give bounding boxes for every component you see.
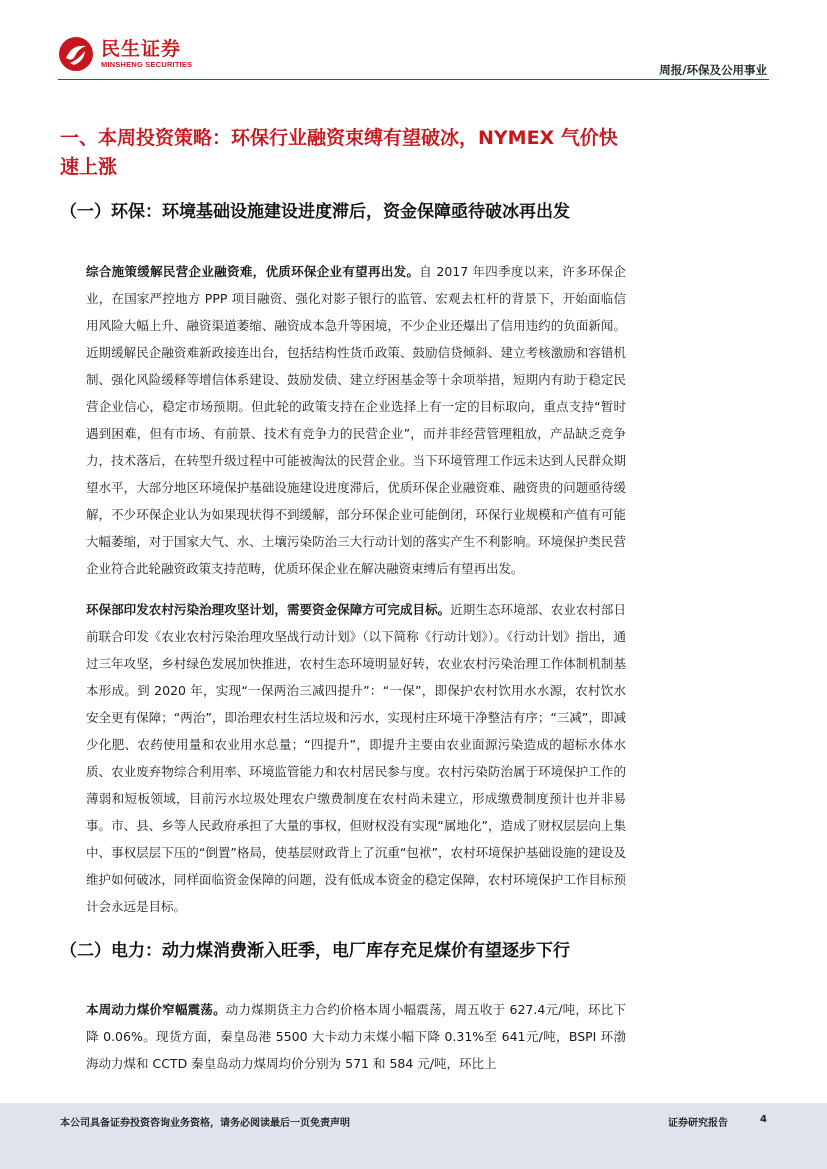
subsection-title-power: （二）电力：动力煤消费渐入旺季，电厂库存充足煤价有望逐步下行 (60, 941, 570, 961)
paragraph-body: 自 2017 年四季度以来，许多环保企业，在国家严控地方 PPP 项目融资、强化对影子银行的监管、宏观去杠杆的背景下，开始面临信用风险大幅上升、融资渠道萎缩、融资成本急升等困境，不少企业还爆出了信用违约的负面新闻。近期缓解民企融资难新政接连出台，包括结构性货币政策、鼓励信贷倾斜、建立考核激励和容错机制、强化风险缓释等增信体系建设、鼓励发债、建立纾困基金等十余项举措，短期内有助于稳定民营企业信心，稳定市场预期。但此轮的政策支持在企业选择上有一定的目标取向，重点支持“暂时遇到困难，但有市场、有前景、技术有竞争力的民营企业”，而并非经营管理粗放，产品缺乏竞争力，技术落后，在转型升级过程中可能被淘汰的民营企业。当下环境管理工作远未达到人民群众期望水平，大部分地区环境保护基础设施建设进度滞后，优质环保企业融资难、融资贵的问题亟待缓解，不少环保企业认为如果现状得不到缓解，部分环保企业可能倒闭，环保行业规模和产值有可能大幅萎缩，对于国家大气、水、土壤污染防治三大行动计划的落实产生不利影响。环境保护类民营企业符合此轮融资政策支持范畴，优质环保企业在解决融资束缚后有望再出发。 (86, 264, 626, 576)
paragraph-lead: 本周动力煤价窄幅震荡。 (86, 1002, 226, 1017)
footer-doc-type: 证券研究报告 (668, 1118, 728, 1129)
minsheng-logo-icon (58, 36, 94, 72)
paragraph-coal-price (86, 996, 626, 1077)
footer-disclaimer: 本公司具备证券投资咨询业务资格，请务必阅读最后一页免责声明 (60, 1118, 350, 1129)
paragraph-body: 动力煤期货主力合约价格本周小幅震荡，周五收于 627.4元/吨，环比下降 0.06%。现货方面，秦皇岛港 5500 大卡动力末煤小幅下降 0.31%至 641元/吨，BSPI 环渤海动力煤和 CCTD 秦皇岛动力煤周均价分别为 571 和 584 元/吨，环比上 (86, 1002, 626, 1071)
paragraph-financing (86, 258, 626, 582)
page-number: 4 (760, 1114, 767, 1125)
section-title: 一、本周投资策略：环保行业融资束缚有望破冰，NYMEX 气价快速上涨 (60, 127, 618, 178)
page-footer (0, 1103, 827, 1169)
logo-chinese-name: 民生证券 (101, 37, 182, 60)
header-divider (58, 79, 769, 80)
report-category: 周报/环保及公用事业 (659, 63, 767, 77)
minsheng-logo (58, 36, 192, 72)
logo-english-name: MINSHENG SECURITIES (101, 59, 193, 69)
paragraph-lead: 环保部印发农村污染治理攻坚计划，需要资金保障方可完成目标。 (86, 602, 451, 617)
page-header (0, 0, 827, 86)
subsection-title-environment: （一）环保：环境基础设施建设进度滞后，资金保障亟待破冰再出发 (60, 202, 570, 222)
paragraph-lead: 综合施策缓解民营企业融资难，优质环保企业有望再出发。 (86, 264, 420, 279)
paragraph-rural-pollution (86, 596, 626, 920)
paragraph-body: 近期生态环境部、农业农村部日前联合印发《农业农村污染治理攻坚战行动计划》（以下简称《行动计划》）。《行动计划》指出，通过三年攻坚，乡村绿色发展加快推进，农村生态环境明显好转，农业农村污染治理工作体制机制基本形成。到 2020 年，实现“一保两治三减四提升”：“一保”，即保护农村饮用水水源，农村饮水安全更有保障；“两治”，即治理农村生活垃圾和污水，实现村庄环境干净整洁有序；“三减”，即减少化肥、农药使用量和农业用水总量；“四提升”，即提升主要由农业面源污染造成的超标水体水质、农业废弃物综合利用率、环境监管能力和农村居民参与度。农村污染防治属于环境保护工作的薄弱和短板领域，目前污水垃圾处理农户缴费制度在农村尚未建立，形成缴费制度预计也并非易事。市、县、乡等人民政府承担了大量的事权，但财权没有实现“属地化”，造成了财权层层向上集中、事权层层下压的“倒置”格局，使基层财政背上了沉重“包袱”，农村环境保护基础设施的建设及维护如何破冰，同样面临资金保障的问题，没有低成本资金的稳定保障，农村环境保护工作目标预计会永远是目标。 (86, 602, 626, 914)
